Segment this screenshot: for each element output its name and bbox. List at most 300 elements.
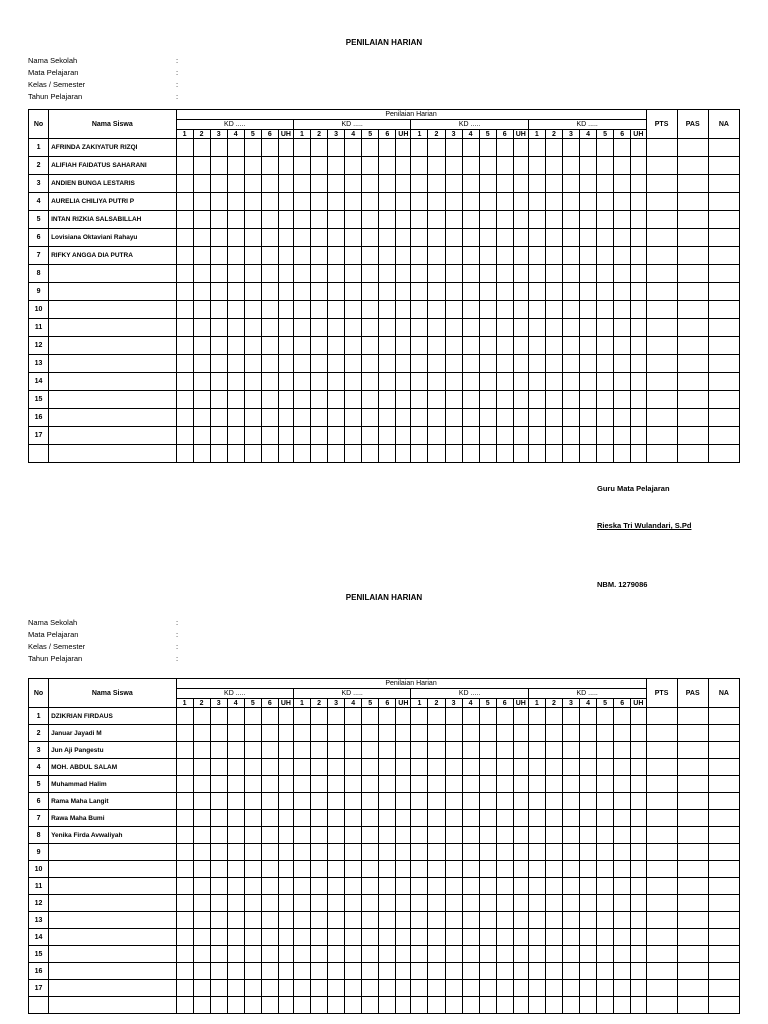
score-cell[interactable] <box>708 793 739 810</box>
score-cell[interactable] <box>396 827 411 844</box>
score-cell[interactable] <box>445 810 462 827</box>
score-cell[interactable] <box>379 355 396 373</box>
score-cell[interactable] <box>362 193 379 211</box>
score-cell[interactable] <box>462 980 479 997</box>
score-cell[interactable] <box>462 283 479 301</box>
score-cell[interactable] <box>445 391 462 409</box>
score-cell[interactable] <box>513 708 528 725</box>
score-cell[interactable] <box>445 445 462 463</box>
score-cell[interactable] <box>227 319 244 337</box>
score-cell[interactable] <box>479 337 496 355</box>
score-cell[interactable] <box>311 139 328 157</box>
score-cell[interactable] <box>677 725 708 742</box>
score-cell[interactable] <box>445 409 462 427</box>
score-cell[interactable] <box>193 929 210 946</box>
score-cell[interactable] <box>193 175 210 193</box>
score-cell[interactable] <box>462 139 479 157</box>
score-cell[interactable] <box>428 793 445 810</box>
score-cell[interactable] <box>597 319 614 337</box>
score-cell[interactable] <box>528 759 545 776</box>
score-cell[interactable] <box>445 878 462 895</box>
score-cell[interactable] <box>562 355 579 373</box>
score-cell[interactable] <box>462 708 479 725</box>
score-cell[interactable] <box>210 265 227 283</box>
score-cell[interactable] <box>379 301 396 319</box>
score-cell[interactable] <box>293 229 310 247</box>
score-cell[interactable] <box>597 997 614 1014</box>
score-cell[interactable] <box>193 193 210 211</box>
score-cell[interactable] <box>379 844 396 861</box>
score-cell[interactable] <box>328 878 345 895</box>
score-cell[interactable] <box>708 810 739 827</box>
score-cell[interactable] <box>562 776 579 793</box>
score-cell[interactable] <box>428 878 445 895</box>
score-cell[interactable] <box>396 139 411 157</box>
score-cell[interactable] <box>278 810 293 827</box>
score-cell[interactable] <box>579 157 596 175</box>
score-cell[interactable] <box>396 912 411 929</box>
score-cell[interactable] <box>176 776 193 793</box>
score-cell[interactable] <box>545 355 562 373</box>
score-cell[interactable] <box>328 355 345 373</box>
score-cell[interactable] <box>345 725 362 742</box>
score-cell[interactable] <box>545 929 562 946</box>
score-cell[interactable] <box>462 427 479 445</box>
score-cell[interactable] <box>345 827 362 844</box>
score-cell[interactable] <box>278 759 293 776</box>
score-cell[interactable] <box>278 980 293 997</box>
score-cell[interactable] <box>244 391 261 409</box>
score-cell[interactable] <box>646 895 677 912</box>
score-cell[interactable] <box>428 157 445 175</box>
score-cell[interactable] <box>328 997 345 1014</box>
score-cell[interactable] <box>193 247 210 265</box>
score-cell[interactable] <box>631 963 646 980</box>
score-cell[interactable] <box>176 337 193 355</box>
score-cell[interactable] <box>597 427 614 445</box>
score-cell[interactable] <box>311 391 328 409</box>
score-cell[interactable] <box>193 445 210 463</box>
score-cell[interactable] <box>379 725 396 742</box>
score-cell[interactable] <box>545 725 562 742</box>
score-cell[interactable] <box>528 355 545 373</box>
score-cell[interactable] <box>513 793 528 810</box>
score-cell[interactable] <box>227 844 244 861</box>
score-cell[interactable] <box>362 895 379 912</box>
score-cell[interactable] <box>597 265 614 283</box>
score-cell[interactable] <box>411 157 428 175</box>
score-cell[interactable] <box>411 193 428 211</box>
score-cell[interactable] <box>244 301 261 319</box>
score-cell[interactable] <box>396 157 411 175</box>
score-cell[interactable] <box>411 793 428 810</box>
score-cell[interactable] <box>631 139 646 157</box>
score-cell[interactable] <box>311 912 328 929</box>
score-cell[interactable] <box>513 997 528 1014</box>
score-cell[interactable] <box>345 793 362 810</box>
score-cell[interactable] <box>428 427 445 445</box>
score-cell[interactable] <box>528 844 545 861</box>
score-cell[interactable] <box>445 912 462 929</box>
score-cell[interactable] <box>293 319 310 337</box>
score-cell[interactable] <box>646 793 677 810</box>
score-cell[interactable] <box>244 997 261 1014</box>
score-cell[interactable] <box>646 355 677 373</box>
score-cell[interactable] <box>293 844 310 861</box>
score-cell[interactable] <box>396 391 411 409</box>
score-cell[interactable] <box>708 391 739 409</box>
score-cell[interactable] <box>462 793 479 810</box>
score-cell[interactable] <box>411 337 428 355</box>
score-cell[interactable] <box>278 157 293 175</box>
score-cell[interactable] <box>677 193 708 211</box>
score-cell[interactable] <box>545 708 562 725</box>
score-cell[interactable] <box>545 301 562 319</box>
score-cell[interactable] <box>631 445 646 463</box>
score-cell[interactable] <box>328 445 345 463</box>
score-cell[interactable] <box>176 427 193 445</box>
score-cell[interactable] <box>528 929 545 946</box>
score-cell[interactable] <box>462 946 479 963</box>
score-cell[interactable] <box>496 445 513 463</box>
score-cell[interactable] <box>227 963 244 980</box>
score-cell[interactable] <box>193 355 210 373</box>
score-cell[interactable] <box>614 861 631 878</box>
score-cell[interactable] <box>513 427 528 445</box>
score-cell[interactable] <box>614 946 631 963</box>
score-cell[interactable] <box>244 793 261 810</box>
score-cell[interactable] <box>311 963 328 980</box>
score-cell[interactable] <box>631 980 646 997</box>
score-cell[interactable] <box>428 373 445 391</box>
score-cell[interactable] <box>677 878 708 895</box>
score-cell[interactable] <box>562 997 579 1014</box>
score-cell[interactable] <box>227 810 244 827</box>
score-cell[interactable] <box>244 445 261 463</box>
score-cell[interactable] <box>193 427 210 445</box>
score-cell[interactable] <box>462 963 479 980</box>
score-cell[interactable] <box>362 861 379 878</box>
score-cell[interactable] <box>227 946 244 963</box>
score-cell[interactable] <box>261 861 278 878</box>
score-cell[interactable] <box>396 355 411 373</box>
score-cell[interactable] <box>328 175 345 193</box>
score-cell[interactable] <box>379 776 396 793</box>
score-cell[interactable] <box>396 337 411 355</box>
score-cell[interactable] <box>227 980 244 997</box>
score-cell[interactable] <box>562 157 579 175</box>
score-cell[interactable] <box>362 247 379 265</box>
score-cell[interactable] <box>496 139 513 157</box>
score-cell[interactable] <box>176 229 193 247</box>
score-cell[interactable] <box>496 337 513 355</box>
score-cell[interactable] <box>278 895 293 912</box>
score-cell[interactable] <box>278 742 293 759</box>
score-cell[interactable] <box>445 427 462 445</box>
score-cell[interactable] <box>278 247 293 265</box>
score-cell[interactable] <box>428 355 445 373</box>
score-cell[interactable] <box>513 211 528 229</box>
score-cell[interactable] <box>210 229 227 247</box>
score-cell[interactable] <box>345 844 362 861</box>
score-cell[interactable] <box>646 391 677 409</box>
score-cell[interactable] <box>379 445 396 463</box>
score-cell[interactable] <box>311 776 328 793</box>
score-cell[interactable] <box>445 229 462 247</box>
score-cell[interactable] <box>528 997 545 1014</box>
score-cell[interactable] <box>396 776 411 793</box>
score-cell[interactable] <box>210 997 227 1014</box>
score-cell[interactable] <box>677 337 708 355</box>
score-cell[interactable] <box>545 319 562 337</box>
score-cell[interactable] <box>261 946 278 963</box>
score-cell[interactable] <box>261 708 278 725</box>
score-cell[interactable] <box>311 793 328 810</box>
score-cell[interactable] <box>210 445 227 463</box>
score-cell[interactable] <box>462 265 479 283</box>
score-cell[interactable] <box>513 193 528 211</box>
score-cell[interactable] <box>428 211 445 229</box>
score-cell[interactable] <box>677 319 708 337</box>
score-cell[interactable] <box>210 373 227 391</box>
score-cell[interactable] <box>328 912 345 929</box>
score-cell[interactable] <box>293 265 310 283</box>
score-cell[interactable] <box>261 319 278 337</box>
score-cell[interactable] <box>462 175 479 193</box>
score-cell[interactable] <box>496 895 513 912</box>
score-cell[interactable] <box>278 946 293 963</box>
score-cell[interactable] <box>445 742 462 759</box>
score-cell[interactable] <box>545 963 562 980</box>
score-cell[interactable] <box>479 810 496 827</box>
score-cell[interactable] <box>445 725 462 742</box>
score-cell[interactable] <box>646 301 677 319</box>
score-cell[interactable] <box>428 946 445 963</box>
score-cell[interactable] <box>210 283 227 301</box>
score-cell[interactable] <box>293 409 310 427</box>
score-cell[interactable] <box>362 725 379 742</box>
score-cell[interactable] <box>597 193 614 211</box>
score-cell[interactable] <box>176 810 193 827</box>
score-cell[interactable] <box>193 963 210 980</box>
score-cell[interactable] <box>362 427 379 445</box>
score-cell[interactable] <box>210 157 227 175</box>
score-cell[interactable] <box>597 211 614 229</box>
score-cell[interactable] <box>646 247 677 265</box>
score-cell[interactable] <box>244 139 261 157</box>
score-cell[interactable] <box>528 912 545 929</box>
score-cell[interactable] <box>597 980 614 997</box>
score-cell[interactable] <box>562 391 579 409</box>
score-cell[interactable] <box>210 963 227 980</box>
score-cell[interactable] <box>597 963 614 980</box>
score-cell[interactable] <box>193 997 210 1014</box>
score-cell[interactable] <box>244 355 261 373</box>
score-cell[interactable] <box>496 980 513 997</box>
score-cell[interactable] <box>428 319 445 337</box>
score-cell[interactable] <box>479 827 496 844</box>
score-cell[interactable] <box>210 776 227 793</box>
score-cell[interactable] <box>261 997 278 1014</box>
score-cell[interactable] <box>479 373 496 391</box>
score-cell[interactable] <box>176 301 193 319</box>
score-cell[interactable] <box>513 912 528 929</box>
score-cell[interactable] <box>261 409 278 427</box>
score-cell[interactable] <box>513 175 528 193</box>
score-cell[interactable] <box>646 725 677 742</box>
score-cell[interactable] <box>708 861 739 878</box>
score-cell[interactable] <box>677 355 708 373</box>
score-cell[interactable] <box>176 283 193 301</box>
score-cell[interactable] <box>244 247 261 265</box>
score-cell[interactable] <box>513 963 528 980</box>
score-cell[interactable] <box>614 265 631 283</box>
score-cell[interactable] <box>708 157 739 175</box>
score-cell[interactable] <box>328 157 345 175</box>
score-cell[interactable] <box>708 776 739 793</box>
score-cell[interactable] <box>562 861 579 878</box>
score-cell[interactable] <box>528 963 545 980</box>
score-cell[interactable] <box>479 878 496 895</box>
score-cell[interactable] <box>646 409 677 427</box>
score-cell[interactable] <box>411 929 428 946</box>
score-cell[interactable] <box>677 759 708 776</box>
score-cell[interactable] <box>345 175 362 193</box>
score-cell[interactable] <box>631 283 646 301</box>
score-cell[interactable] <box>328 409 345 427</box>
score-cell[interactable] <box>311 301 328 319</box>
score-cell[interactable] <box>396 409 411 427</box>
score-cell[interactable] <box>193 725 210 742</box>
score-cell[interactable] <box>513 878 528 895</box>
score-cell[interactable] <box>244 211 261 229</box>
score-cell[interactable] <box>579 912 596 929</box>
score-cell[interactable] <box>496 301 513 319</box>
score-cell[interactable] <box>708 708 739 725</box>
score-cell[interactable] <box>261 301 278 319</box>
score-cell[interactable] <box>677 373 708 391</box>
score-cell[interactable] <box>579 391 596 409</box>
score-cell[interactable] <box>528 445 545 463</box>
score-cell[interactable] <box>462 776 479 793</box>
score-cell[interactable] <box>193 759 210 776</box>
score-cell[interactable] <box>528 409 545 427</box>
score-cell[interactable] <box>496 759 513 776</box>
score-cell[interactable] <box>597 759 614 776</box>
score-cell[interactable] <box>562 193 579 211</box>
score-cell[interactable] <box>193 337 210 355</box>
score-cell[interactable] <box>677 776 708 793</box>
score-cell[interactable] <box>677 301 708 319</box>
score-cell[interactable] <box>311 265 328 283</box>
score-cell[interactable] <box>227 301 244 319</box>
score-cell[interactable] <box>411 175 428 193</box>
score-cell[interactable] <box>362 319 379 337</box>
score-cell[interactable] <box>362 759 379 776</box>
score-cell[interactable] <box>396 319 411 337</box>
score-cell[interactable] <box>614 193 631 211</box>
score-cell[interactable] <box>545 247 562 265</box>
score-cell[interactable] <box>597 283 614 301</box>
score-cell[interactable] <box>379 929 396 946</box>
score-cell[interactable] <box>379 980 396 997</box>
score-cell[interactable] <box>244 963 261 980</box>
score-cell[interactable] <box>293 776 310 793</box>
score-cell[interactable] <box>496 193 513 211</box>
score-cell[interactable] <box>293 810 310 827</box>
score-cell[interactable] <box>227 337 244 355</box>
score-cell[interactable] <box>677 157 708 175</box>
score-cell[interactable] <box>311 742 328 759</box>
score-cell[interactable] <box>210 139 227 157</box>
score-cell[interactable] <box>528 193 545 211</box>
score-cell[interactable] <box>545 265 562 283</box>
score-cell[interactable] <box>428 265 445 283</box>
score-cell[interactable] <box>614 157 631 175</box>
score-cell[interactable] <box>261 742 278 759</box>
score-cell[interactable] <box>396 175 411 193</box>
score-cell[interactable] <box>708 319 739 337</box>
score-cell[interactable] <box>513 725 528 742</box>
score-cell[interactable] <box>462 725 479 742</box>
score-cell[interactable] <box>479 409 496 427</box>
score-cell[interactable] <box>479 283 496 301</box>
score-cell[interactable] <box>428 725 445 742</box>
score-cell[interactable] <box>411 946 428 963</box>
score-cell[interactable] <box>261 759 278 776</box>
score-cell[interactable] <box>479 776 496 793</box>
score-cell[interactable] <box>362 793 379 810</box>
score-cell[interactable] <box>597 929 614 946</box>
score-cell[interactable] <box>462 759 479 776</box>
score-cell[interactable] <box>411 980 428 997</box>
score-cell[interactable] <box>193 283 210 301</box>
score-cell[interactable] <box>528 895 545 912</box>
score-cell[interactable] <box>445 283 462 301</box>
score-cell[interactable] <box>293 708 310 725</box>
score-cell[interactable] <box>428 963 445 980</box>
score-cell[interactable] <box>562 878 579 895</box>
score-cell[interactable] <box>261 776 278 793</box>
score-cell[interactable] <box>445 963 462 980</box>
score-cell[interactable] <box>631 742 646 759</box>
score-cell[interactable] <box>328 980 345 997</box>
score-cell[interactable] <box>193 844 210 861</box>
score-cell[interactable] <box>462 247 479 265</box>
score-cell[interactable] <box>597 301 614 319</box>
score-cell[interactable] <box>362 963 379 980</box>
score-cell[interactable] <box>411 759 428 776</box>
score-cell[interactable] <box>528 708 545 725</box>
score-cell[interactable] <box>528 265 545 283</box>
score-cell[interactable] <box>261 895 278 912</box>
score-cell[interactable] <box>311 283 328 301</box>
score-cell[interactable] <box>396 878 411 895</box>
score-cell[interactable] <box>646 139 677 157</box>
score-cell[interactable] <box>631 776 646 793</box>
score-cell[interactable] <box>462 912 479 929</box>
score-cell[interactable] <box>210 725 227 742</box>
score-cell[interactable] <box>479 708 496 725</box>
score-cell[interactable] <box>513 980 528 997</box>
score-cell[interactable] <box>227 409 244 427</box>
score-cell[interactable] <box>677 929 708 946</box>
score-cell[interactable] <box>261 391 278 409</box>
score-cell[interactable] <box>278 844 293 861</box>
score-cell[interactable] <box>311 997 328 1014</box>
score-cell[interactable] <box>210 827 227 844</box>
score-cell[interactable] <box>379 912 396 929</box>
